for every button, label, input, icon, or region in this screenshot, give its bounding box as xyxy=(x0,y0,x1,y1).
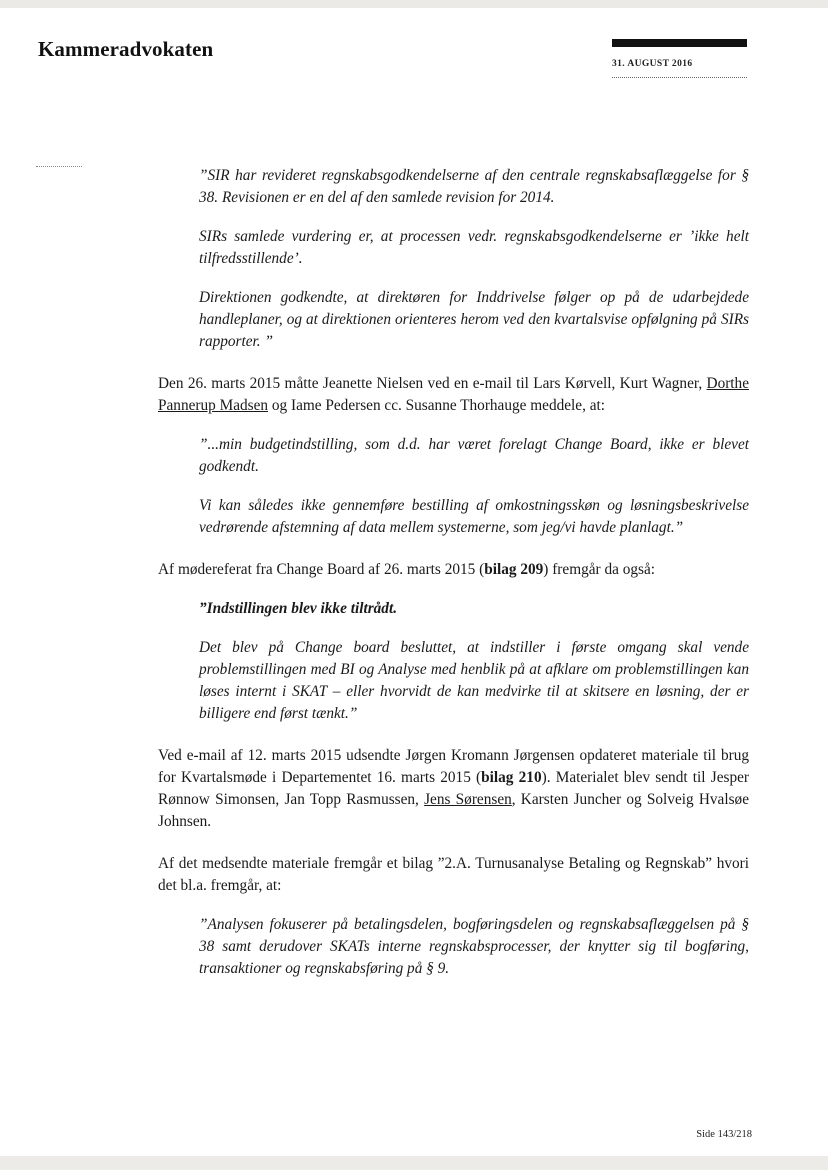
quote-cannot-order: Vi kan således ikke gennemføre bestilling af omkostningsskøn og løsningsbeskrivelse vedrørende afstemning af data mellem systemerne, som jeg/vi havde planlagt.” xyxy=(199,497,749,536)
document-date: 31. AUGUST 2016 xyxy=(612,59,693,69)
quote-direction-approval: Direktionen godkendte, at direktøren for Inddrivelse følger op på de udarbejdede handleplaner, og at direktionen orienteres herom ved den kvartalsvise opfølgning på SIRs rapporter. ” xyxy=(199,289,749,350)
quote-change-board-decision: Det blev på Change board besluttet, at indstiller i første omgang skal vende problemstillingen med BI og Analyse med henblik på at afklare om problemstillingen kan løses internt i SKAT – eller hvorvidt de kan medvirke til at skitsere en løsning, der er billigere end først tænkt.” xyxy=(199,639,749,722)
quote-budget: ”...min budgetindstilling, som d.d. har været forelagt Change Board, ikke er blevet godkendt. xyxy=(199,436,749,475)
page-number: Side 143/218 xyxy=(696,1129,752,1140)
scan-bottom-edge xyxy=(0,1156,828,1170)
quote-sir-revision: ”SIR har revideret regnskabsgodkendelserne af den centrale regnskabsaflæggelse for § 38. Revisionen er en del af den samlede revision for 2014. xyxy=(199,167,749,206)
bilag-209: bilag 209 xyxy=(484,561,544,578)
document-body xyxy=(158,165,749,980)
name-dorthe: Dorthe Pannerup Madsen xyxy=(158,375,749,414)
date-dotted-rule xyxy=(612,77,747,78)
bilag-210: bilag 210 xyxy=(481,769,542,786)
date-block xyxy=(612,39,747,78)
paragraph-email-12-march: Ved e-mail af 12. marts 2015 udsendte Jørgen Kromann Jørgensen opdateret materiale til brug for Kvartalsmøde i Departementet 16. marts 2015 (bilag 210). Materialet blev sendt til Jesper Rønnow Simonsen, Jan Topp Rasmussen, Jens Sørensen, Karsten Juncher og Solveig Hvalsøe Johnsen. xyxy=(158,747,749,830)
quote-not-approved: ”Indstillingen blev ikke tiltrådt. xyxy=(199,600,398,617)
date-rule xyxy=(612,39,747,47)
firm-name: Kammeradvokaten xyxy=(38,37,214,61)
quote-analysis-focus: ”Analysen fokuserer på betalingsdelen, bogføringsdelen og regnskabsaflæggelsen på § 38 samt derudover SKATs interne regnskabsprocesser, der knytter sig til bogføring, transaktioner og regnskabsføring på § 9. xyxy=(199,916,749,977)
margin-dotted-rule xyxy=(36,166,82,167)
scan-top-edge xyxy=(0,0,828,8)
quote-sir-assessment: SIRs samlede vurdering er, at processen vedr. regnskabsgodkendelserne er ’ikke helt tilfredsstillende’. xyxy=(199,228,749,267)
name-jens: Jens Sørensen xyxy=(424,791,512,808)
paragraph-material-bilag: Af det medsendte materiale fremgår et bilag ”2.A. Turnusanalyse Betaling og Regnskab” hvori det bl.a. fremgår, at: xyxy=(158,855,749,894)
paragraph-email-26-march: Den 26. marts 2015 måtte Jeanette Nielsen ved en e-mail til Lars Kørvell, Kurt Wagner, Dorthe Pannerup Madsen og Iame Pedersen cc. Susanne Thorhauge meddele, at: xyxy=(158,375,749,414)
paragraph-change-board: Af mødereferat fra Change Board af 26. marts 2015 (bilag 209) fremgår da også: xyxy=(158,561,655,578)
